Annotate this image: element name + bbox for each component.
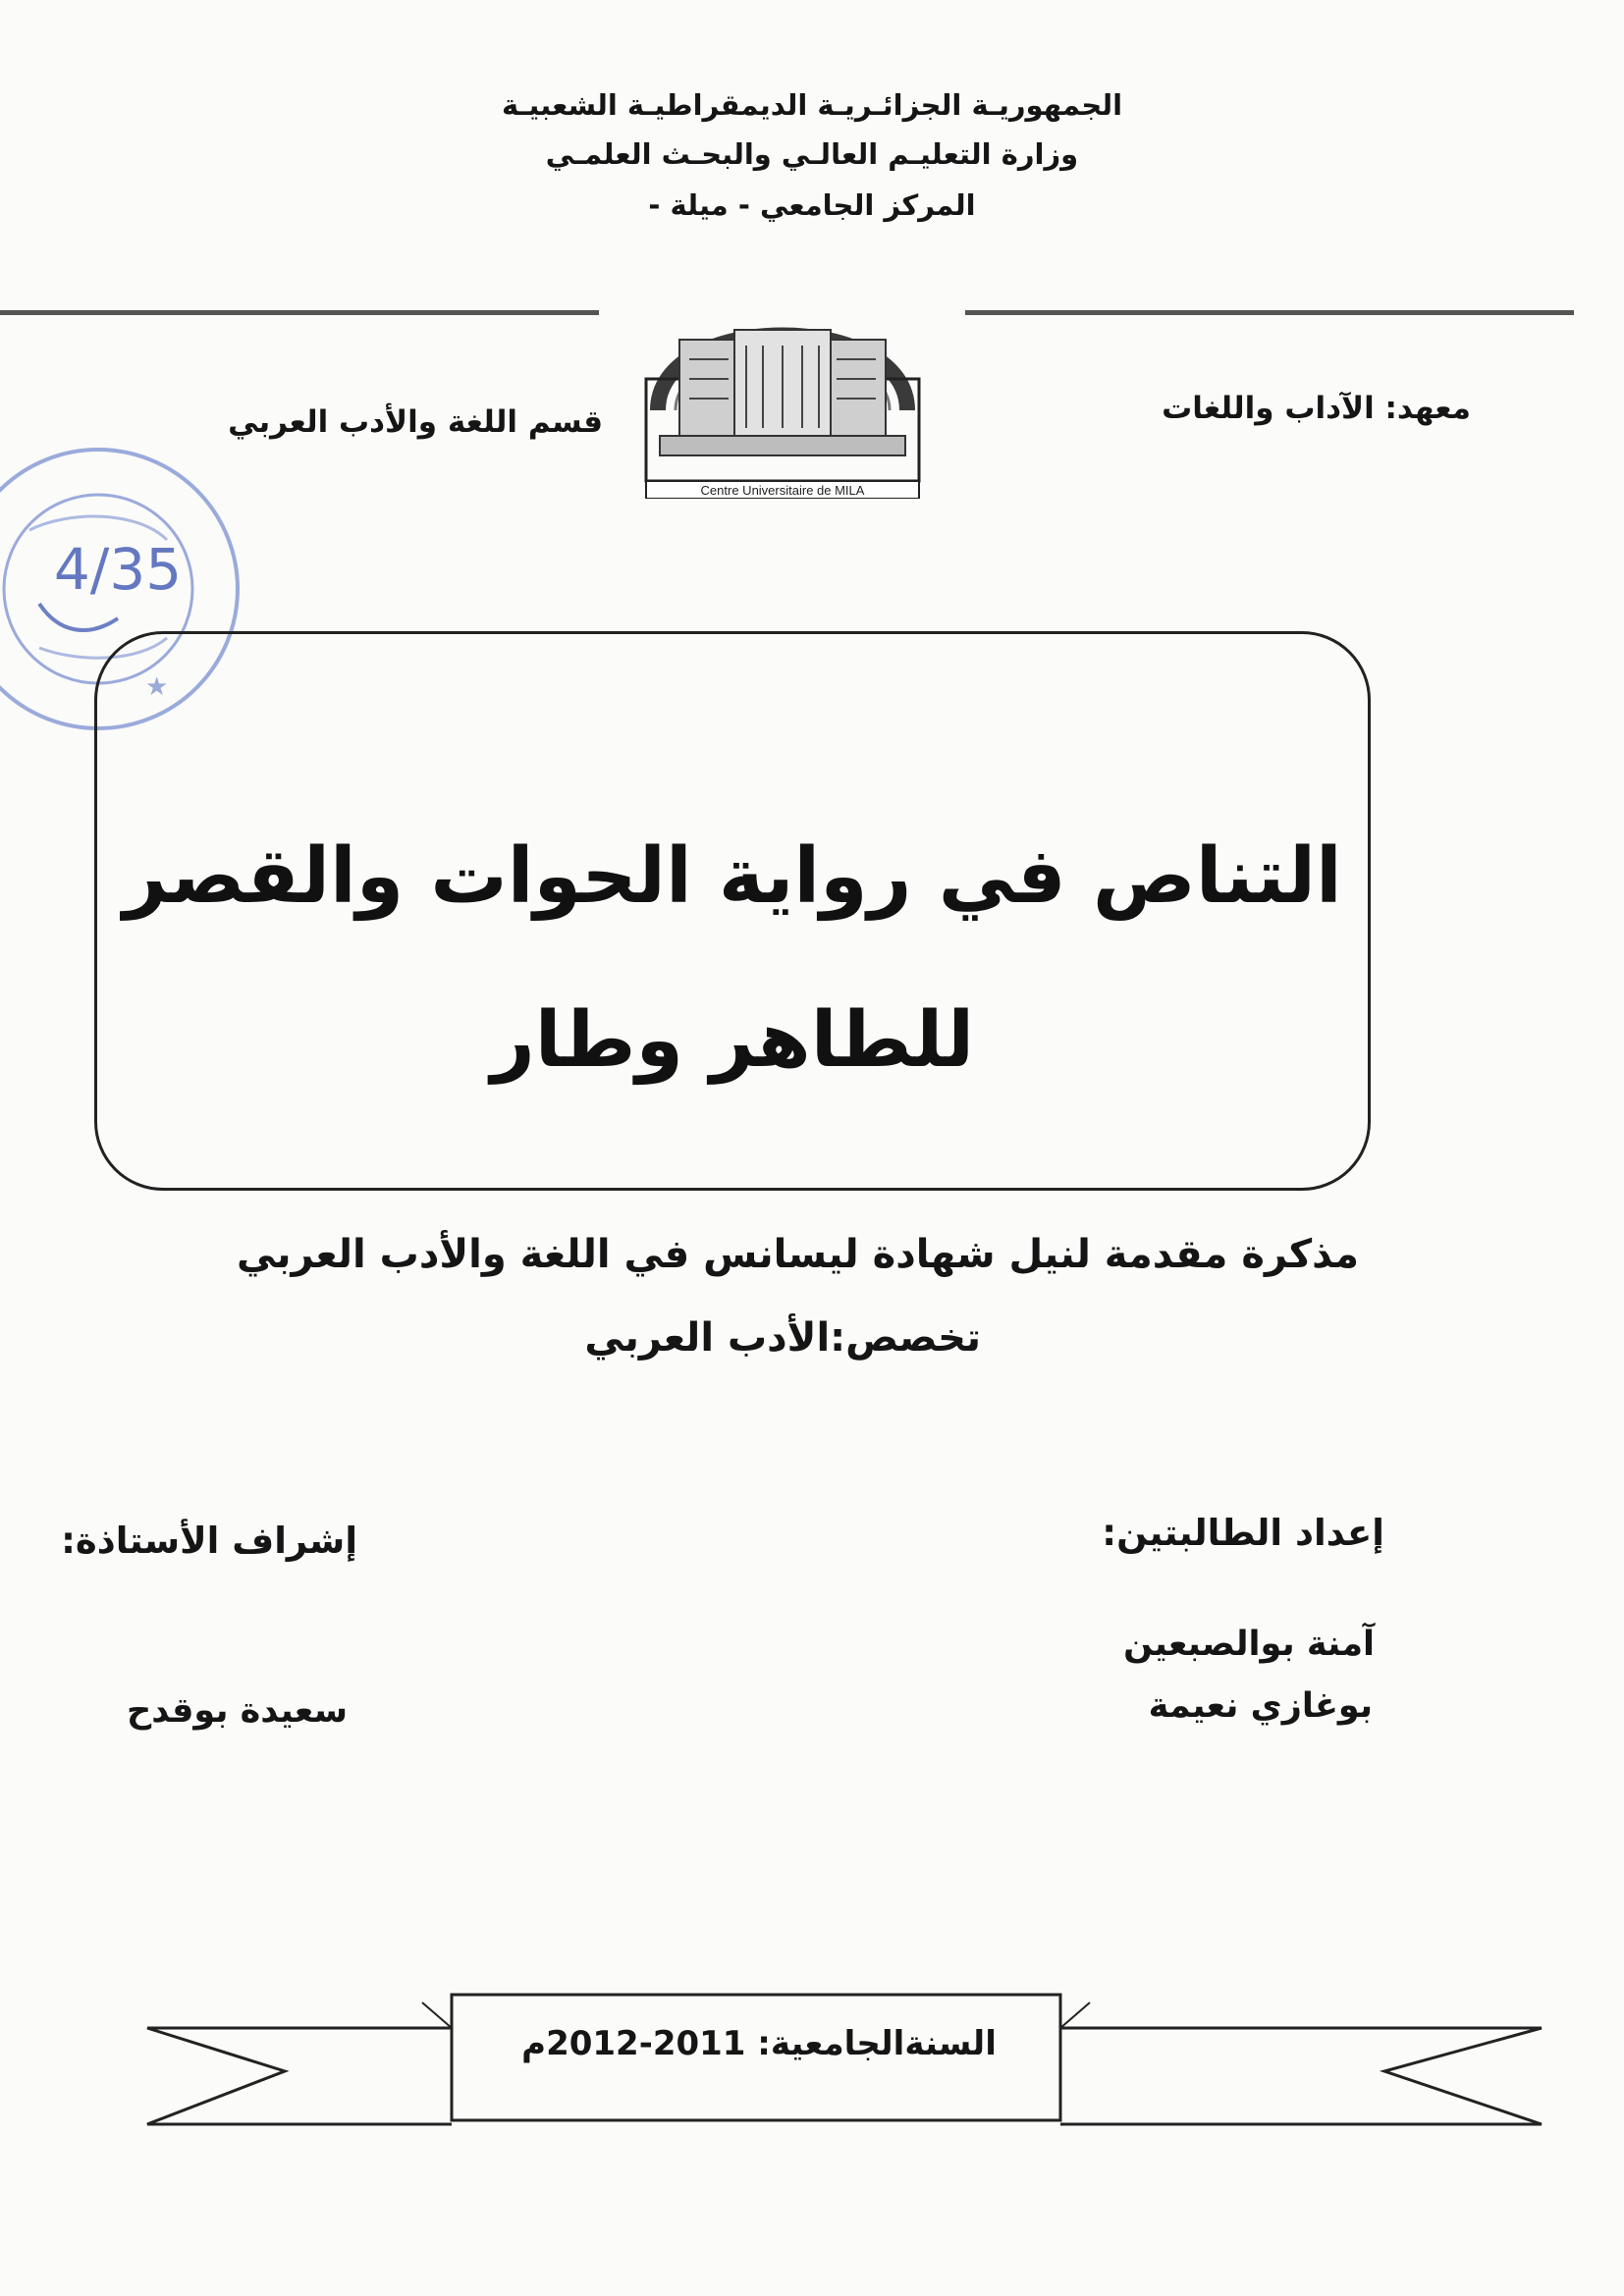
student-name-2: بوغازي نعيمة [1148, 1686, 1373, 1726]
thesis-title-line2: للطاهر وطار [490, 996, 975, 1085]
students-label: إعداد الطالبتين: [1102, 1512, 1384, 1554]
supervisor-name: سعيدة بوقدح [127, 1691, 348, 1731]
institute-label: معهد: الآداب واللغات [1162, 391, 1471, 426]
ministry-name: وزارة التعليـم العالـي والبحـث العلمـي [545, 137, 1079, 171]
header-rule-right [965, 310, 1574, 315]
thesis-title-line1: التناص في رواية الحوات والقصر [123, 832, 1342, 921]
department-label: قسم اللغة والأدب العربي [228, 404, 603, 440]
university-center: المركز الجامعي - ميلة - [648, 188, 976, 222]
supervisor-label: إشراف الأستاذة: [61, 1520, 357, 1562]
academic-year: السنةالجامعية: 2011-2012م [521, 2024, 997, 2063]
stamp-number: 4/35 [53, 536, 183, 603]
specialization: تخصص:الأدب العربي [584, 1315, 981, 1361]
republic-name: الجمهوريـة الجزائـريـة الديمقراطيـة الشعبيـة [501, 88, 1123, 122]
degree-statement: مذكرة مقدمة لنيل شهادة ليسانس في اللغة والأدب العربي [237, 1232, 1359, 1277]
svg-text:★: ★ [145, 672, 169, 702]
header-rule-left [0, 310, 599, 315]
student-name-1: آمنة بوالصبعين [1123, 1625, 1375, 1664]
university-logo [640, 281, 925, 499]
logo-caption: Centre Universitaire de MILA [700, 483, 865, 498]
